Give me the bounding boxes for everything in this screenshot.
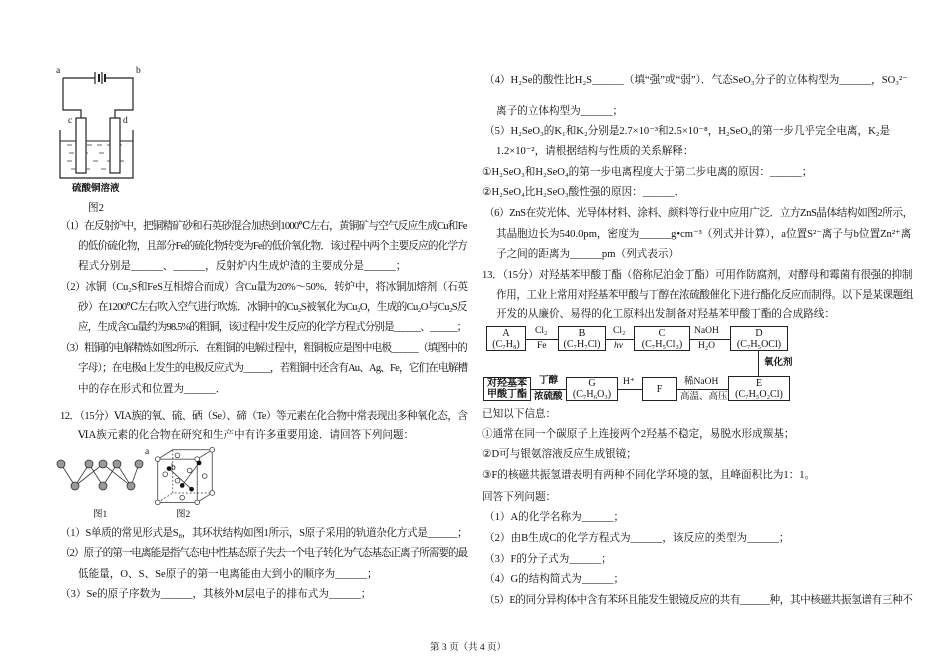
compound-formula: (C₇H₇Cl): [563, 338, 601, 350]
compound-g: [566, 377, 618, 401]
figure-caption: 图2: [88, 203, 104, 214]
text-line: 回答下列问题：: [482, 492, 557, 503]
compound-b: [558, 326, 606, 351]
text-line: （5）E的同分异构体中含有苯环且能发生银镜反应的共有______种，其中核磁共振氢谱有三种不: [484, 595, 913, 606]
text-line: （2）原子的第一电离能是指气态电中性基态原子失去一个电子转化为气态基态正离子所需要的最: [60, 548, 468, 559]
text-line: ⅥA族元素的化合物在研究和生产中有许多重要用途．请回答下列问题：: [78, 430, 415, 441]
zns-unit-cell-diagram: [152, 446, 218, 508]
compound-formula: (C₇H₅Cl₃): [641, 338, 683, 350]
compound-formula: (C₇H₅O₂Cl): [735, 388, 783, 400]
electrolyte-caption: 硫酸铜溶液: [72, 184, 120, 194]
text-line: 其晶胞边长为540.0pm，密度为______g•cm⁻³（列式并计算），a位置S²⁻离子与b位置Zn²⁺离: [496, 229, 912, 240]
text-line: 砂）在1200℃左右吹入空气进行吹炼．冰铜中的Cu₂S被氧化为Cu₂O，生成的Cu₂O与Cu₂S反: [78, 302, 467, 313]
arrow-right: [526, 339, 558, 340]
compound-d: [730, 326, 788, 351]
text-line: 的低价硫化物，且部分Fe的硫化物转变为Fe的低价氧化物．该过程中两个主要反应的化学方: [78, 241, 467, 252]
compound-e: [728, 376, 790, 401]
question-header: 12．（15分）ⅥA族的氧、硫、硒（Se）、碲（Te）等元素在化合物中常表现出多种氧化态，含: [60, 411, 468, 422]
text-line: ①H₂SeO₃和H₂SeO₄的第一步电离程度大于第二步电离的原因：______；: [482, 167, 813, 178]
label-a: a: [56, 66, 61, 76]
text-line: （1）在反射炉中，把铜精矿砂和石英砂混合加热到1000℃左右，黄铜矿与空气反应生成Cu和Fe: [60, 221, 467, 232]
reagent-label: 稀NaOH: [684, 377, 719, 387]
compound-label: A: [502, 327, 510, 339]
text-line: ①通常在同一个碳原子上连接两个2羟基不稳定，易脱水形成羰基；: [482, 429, 795, 440]
figure-2-caption: 图2: [176, 510, 191, 520]
reagent-label: H⁺: [623, 377, 635, 387]
compound-label: G: [588, 378, 596, 389]
text-line: 中的存在形式和位置为______．: [78, 384, 227, 395]
text-line: （2）冰铜（Cu₂S和FeS互相熔合而成）含Cu量为20%～50%．转炉中，将冰铜加熔剂（石英: [60, 282, 468, 293]
label-d: d: [123, 116, 128, 126]
compound-formula: (C₇H₈): [492, 338, 520, 350]
reagent-label: Cl₂: [535, 326, 548, 336]
text-line: 子之间的距离为______pm（列式表示）: [496, 249, 680, 260]
arrow-left: [677, 389, 728, 390]
arrow-right: [690, 339, 730, 340]
arrow-left: [531, 389, 566, 390]
compound-formula: (C₇H₅OCl): [736, 338, 782, 350]
text-line: （3）Se的原子序数为______，其核外M层电子的排布式为______；: [60, 589, 372, 600]
product-label: 甲酸丁酯: [487, 389, 527, 400]
text-line: 应，生成含Cu量约为98.5%的粗铜，该过程中发生反应的化学方程式分别是______、______；: [78, 322, 467, 333]
condition-label: Fe: [537, 341, 547, 351]
compound-label: C: [658, 327, 666, 339]
text-line: （4）G的结构简式为______；: [484, 574, 625, 585]
text-line: （3）F的分子式为______；: [484, 554, 612, 565]
question-header: 13．（15分）对羟基苯甲酸丁酯（俗称尼泊金丁酯）可用作防腐剂，对酵母和霉菌有很强的抑制: [482, 270, 913, 281]
compound-label: F: [656, 383, 663, 395]
label-c: c: [68, 116, 73, 126]
text-line: 已知以下信息：: [482, 409, 557, 420]
label-b: b: [136, 66, 141, 76]
text-line: （6）ZnS在荧光体、光导体材料、涂料、颜料等行业中应用广泛．立方ZnS晶体结构如图2所示，: [484, 208, 913, 219]
reagent-label: Cl₂: [613, 326, 626, 336]
compound-label: E: [755, 377, 763, 389]
condition-label: H₂O: [698, 341, 716, 351]
compound-a: [486, 326, 526, 351]
product-box: [483, 377, 531, 401]
arrow-down: [758, 351, 759, 376]
figure-1-caption: 图1: [93, 510, 108, 520]
compound-f: [642, 377, 677, 401]
s8-ring-diagram: [55, 458, 145, 494]
text-line: ②H₂SeO₄比H₂SeO₃酸性强的原因：______．: [482, 187, 686, 198]
compound-c: [634, 326, 690, 351]
label-a: a: [145, 447, 150, 457]
reagent-label: 丁醇: [539, 376, 559, 386]
text-line: 开发的从廉价、易得的化工原料出发制备对羟基苯甲酸丁酯的合成路线：: [496, 309, 835, 320]
compound-label: D: [755, 327, 763, 339]
compound-formula: (C₇H₆O₃): [572, 389, 612, 400]
arrow-right: [606, 339, 634, 340]
reagent-label: 氧化剂: [764, 358, 793, 368]
text-line: 低能量，O、S、Se原子的第一电离能由大到小的顺序为______；: [78, 569, 378, 580]
text-line: （2）由B生成C的化学方程式为______，该反应的类型为______；: [484, 533, 790, 544]
text-line: （1）S单质的常见形式是S₈，其环状结构如图1所示，S原子采用的轨道杂化方式是______；: [60, 528, 468, 539]
product-label: 对羟基苯: [487, 378, 527, 389]
text-line: 程式分别是______、______，反射炉内生成炉渣的主要成分是______；: [78, 261, 407, 272]
text-line: 作用，工业上常用对羟基苯甲酸与丁醇在浓硫酸催化下进行酯化反应而制得。以下是某课题组: [496, 290, 913, 301]
label-b: b: [171, 463, 176, 473]
text-line: 字母）；在电极d上发生的电极反应式为______，若粗铜中还含有Au、Ag、Fe，它们在电解槽: [78, 363, 468, 374]
condition-label: 高温、高压: [680, 392, 728, 402]
page-footer: 第 3 页（共 4 页）: [430, 643, 507, 653]
text-line: 离子的立体构型为______；: [496, 106, 624, 117]
reagent-label: NaOH: [694, 326, 719, 336]
condition-label: 浓硫酸: [534, 392, 563, 402]
text-line: 1.2×10⁻²，请根据结构与性质的关系解释：: [496, 146, 694, 157]
text-line: （3）粗铜的电解精炼如图2所示．在粗铜的电解过程中，粗铜板应是图中电极______（填图中的: [60, 343, 467, 354]
condition-label: hv: [614, 341, 623, 351]
text-line: （5）H₂SeO₃的K₁和K₂分别是2.7×10⁻³和2.5×10⁻⁸，H₂SeO₄的第一步几乎完全电离，K₂是: [484, 126, 891, 137]
compound-label: B: [578, 327, 586, 339]
text-line: （1）A的化学名称为______；: [484, 512, 625, 523]
text-line: （4）H₂Se的酸性比H₂S______（填“强”或“弱”）．气态SeO₃分子的立体构型为______，SO₃²⁻: [484, 75, 908, 86]
arrow-left: [618, 389, 642, 390]
text-line: ②D可与银氨溶液反应生成银镜；: [482, 449, 637, 460]
text-line: ③F的核磁共振氢谱表明有两种不同化学环境的氢，且峰面积比为1：1。: [482, 470, 816, 481]
